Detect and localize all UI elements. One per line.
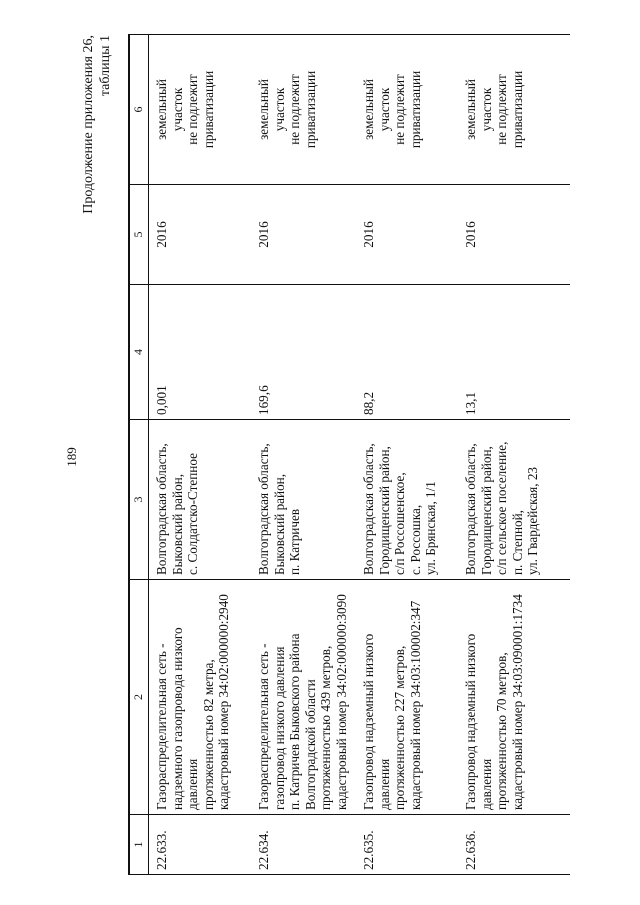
status-line: не подлежит bbox=[494, 74, 509, 145]
status-line: приватизации bbox=[407, 70, 423, 149]
column-header-2: 2 bbox=[129, 580, 149, 815]
object-name-line: протяженностью 82 метра, bbox=[200, 659, 216, 810]
object-name-cell bbox=[356, 580, 458, 815]
column-header-5: 5 bbox=[129, 185, 149, 285]
object-name-line: Газораспределительная сеть - bbox=[154, 643, 169, 810]
object-name-line: Газораспределительная сеть - bbox=[256, 643, 271, 810]
address-line: Волгоградская область, bbox=[361, 443, 376, 575]
object-name-line: давления bbox=[478, 758, 494, 810]
address-line: п. Степной, bbox=[509, 510, 525, 575]
row-number: 22.634. bbox=[251, 815, 356, 875]
object-name-line: протяженностью 227 метров, bbox=[392, 645, 407, 810]
status-line: не подлежит bbox=[392, 74, 407, 145]
continuation-caption bbox=[80, 35, 114, 335]
continuation-line-2: таблицы 1 bbox=[98, 35, 113, 97]
address-cell bbox=[149, 420, 252, 580]
object-name-line: кадастровый номер 34:03:090001:1734 bbox=[509, 594, 525, 810]
object-name-line: давления bbox=[376, 758, 392, 810]
status-line: не подлежит bbox=[287, 74, 302, 145]
object-name-line: кадастровый номер 34:02:000000:2940 bbox=[216, 594, 231, 810]
object-name-cell bbox=[251, 580, 356, 815]
table-row bbox=[356, 35, 458, 875]
address-cell bbox=[458, 420, 570, 580]
address-line: с. Солдатско-Степное bbox=[185, 453, 200, 575]
status-line: приватизации bbox=[200, 70, 216, 149]
status-cell bbox=[356, 35, 458, 185]
address-line: с. Россошка, bbox=[407, 504, 423, 575]
table-row bbox=[458, 35, 570, 875]
status-line: земельный bbox=[256, 79, 271, 140]
table-row bbox=[149, 35, 252, 875]
status-cell bbox=[149, 35, 252, 185]
column-header-3: 3 bbox=[129, 420, 149, 580]
object-name-line: давления bbox=[185, 758, 200, 810]
table-row bbox=[251, 35, 356, 875]
object-name-line: протяженностью 439 метров, bbox=[318, 645, 333, 810]
address-line: с/п сельское поселение, bbox=[494, 441, 509, 575]
column-header-1: 1 bbox=[129, 815, 149, 875]
status-line: земельный bbox=[361, 79, 376, 140]
area-cell: 13,1 bbox=[458, 285, 570, 420]
address-line: Городищенский район, bbox=[478, 446, 494, 575]
status-line: земельный bbox=[154, 79, 169, 140]
year-cell: 2016 bbox=[458, 185, 570, 285]
area-cell: 0,001 bbox=[149, 285, 252, 420]
object-name-line: Газопровод надземный низкого bbox=[361, 633, 376, 810]
year-cell: 2016 bbox=[251, 185, 356, 285]
object-name-line: Газопровод надземный низкого bbox=[463, 633, 478, 810]
object-name-cell bbox=[458, 580, 570, 815]
row-number: 22.635. bbox=[356, 815, 458, 875]
address-cell bbox=[251, 420, 356, 580]
rotated-page-content bbox=[80, 35, 560, 875]
year-cell: 2016 bbox=[356, 185, 458, 285]
address-line: с/п Россошенское, bbox=[392, 472, 407, 575]
object-name-line: Волгоградской области bbox=[302, 679, 318, 810]
object-name-line: протяженностью 70 метров, bbox=[494, 652, 509, 810]
object-name-line: п. Катричев Быковского района bbox=[287, 633, 302, 810]
object-name-cell bbox=[149, 580, 252, 815]
year-cell: 2016 bbox=[149, 185, 252, 285]
area-cell: 88,2 bbox=[356, 285, 458, 420]
address-line: ул. Брянская, 1/1 bbox=[423, 481, 438, 575]
address-line: Волгоградская область, bbox=[463, 443, 478, 575]
continuation-line-1: Продолжение приложения 26, bbox=[81, 35, 96, 214]
object-name-line: кадастровый номер 34:03:100002:347 bbox=[407, 600, 423, 810]
area-cell: 169,6 bbox=[251, 285, 356, 420]
status-line: приватизации bbox=[302, 70, 318, 149]
object-name-line: газопровод низкого давления bbox=[271, 646, 287, 810]
status-line: участок bbox=[376, 87, 392, 132]
status-line: не подлежит bbox=[185, 74, 200, 145]
header-row bbox=[129, 35, 149, 875]
address-cell bbox=[356, 420, 458, 580]
row-number: 22.636. bbox=[458, 815, 570, 875]
status-line: приватизации bbox=[509, 70, 525, 149]
status-cell bbox=[251, 35, 356, 185]
address-line: ул. Гвардейская, 23 bbox=[525, 466, 540, 575]
column-header-4: 4 bbox=[129, 285, 149, 420]
address-line: Городищенский район, bbox=[376, 446, 392, 575]
object-name-line: кадастровый номер 34:02:000000:3090 bbox=[333, 594, 349, 810]
registry-table bbox=[128, 34, 570, 875]
address-line: п. Катричев bbox=[287, 508, 302, 575]
status-line: участок bbox=[478, 87, 494, 132]
page-number: 189 bbox=[64, 447, 79, 467]
address-line: Быковский район, bbox=[169, 473, 185, 575]
status-line: земельный bbox=[463, 79, 478, 140]
status-line: участок bbox=[169, 87, 185, 132]
address-line: Быковский район, bbox=[271, 473, 287, 575]
status-cell bbox=[458, 35, 570, 185]
address-line: Волгоградская область, bbox=[154, 443, 169, 575]
row-number: 22.633. bbox=[149, 815, 252, 875]
column-header-6: 6 bbox=[129, 35, 149, 185]
status-line: участок bbox=[271, 87, 287, 132]
address-line: Волгоградская область, bbox=[256, 443, 271, 575]
object-name-line: надземного газопровода низкого bbox=[169, 627, 185, 810]
